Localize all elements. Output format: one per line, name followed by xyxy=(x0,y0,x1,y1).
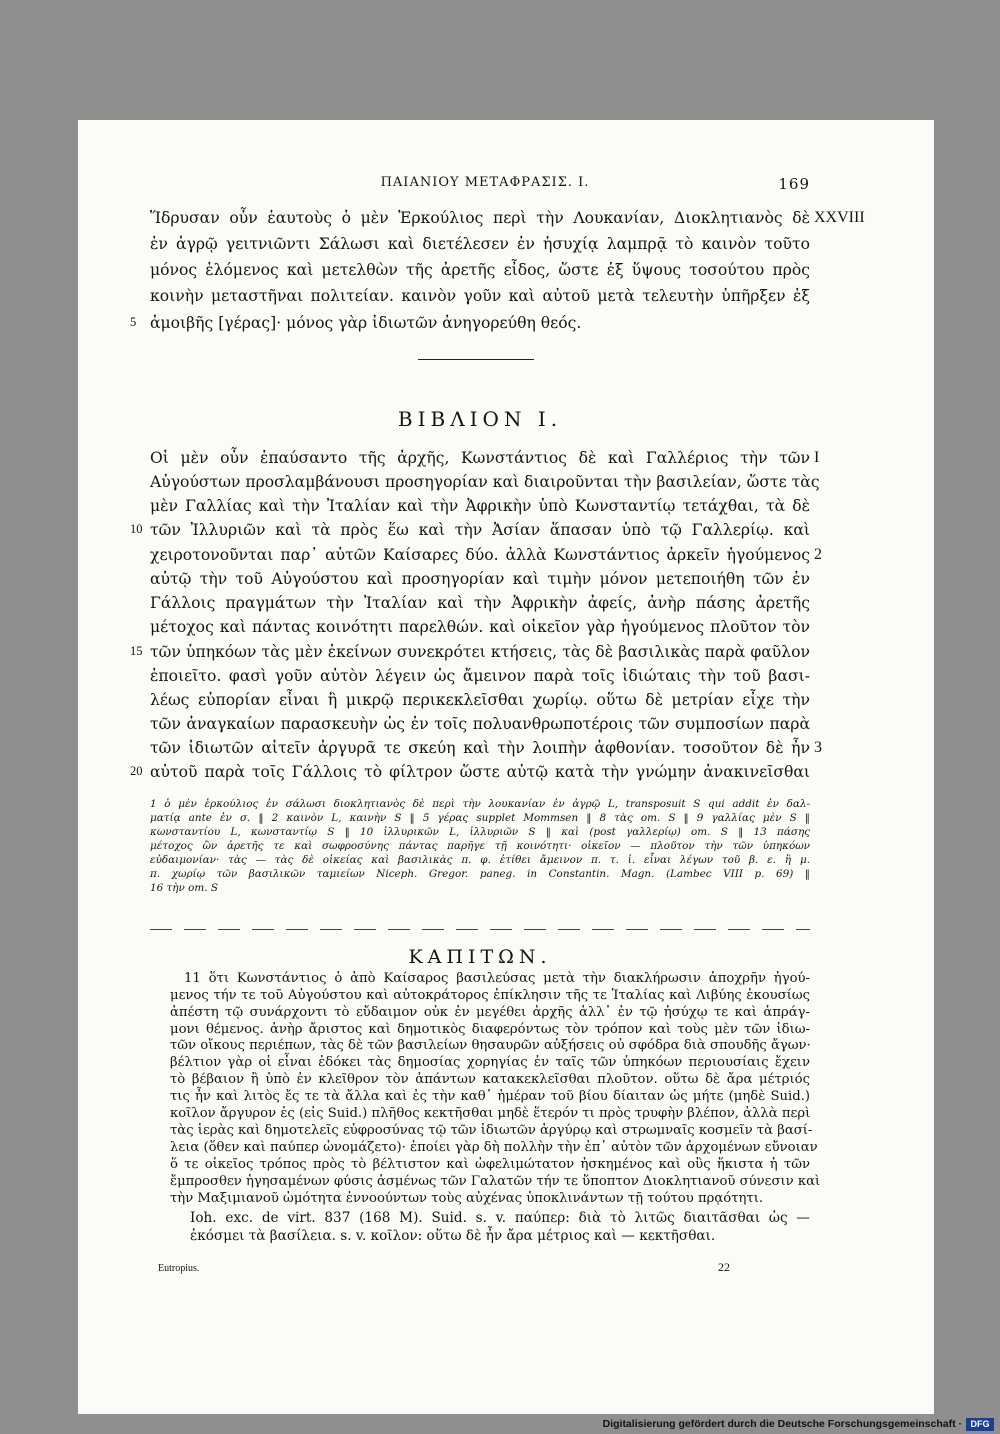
prelude-line: ἀμοιβῆς [γέρας]· μόνος γὰρ ἰδιωτῶν ἀνηγορεύθη θεός. xyxy=(150,314,582,332)
footer-bar xyxy=(0,1416,1000,1434)
body-line: αὐτῷ τὴν τοῦ Αὐγούστου καὶ προσηγορίαν καὶ τιμὴν μόνον μετεποιήθη τῶν ἐν xyxy=(150,570,810,588)
kapiton-line: τις ἦν καὶ λιτὸς ἔς τε τὰ ἄλλα καὶ ἐς τὴν καθ᾿ ἡμέραν τοῦ βίου δίαιταν ὡς μήτε (μηδὲ Suid.) xyxy=(170,1089,810,1104)
page-number: 169 xyxy=(778,175,810,193)
kapiton-line: ἔμπροσθεν ἡγησαμένων φύσις ἀσμένως τῶν Γαλατῶν τήν τε ὕποπτον Διοκλητιανοῦ σύνεσιν καὶ xyxy=(170,1174,821,1189)
body-line: μὲν Γαλλίας καὶ τὴν Ἰταλίαν καὶ τὴν Ἀφρικὴν ὑπὸ Κωνσταντίῳ τετάχθαι, τὰ δὲ xyxy=(150,497,810,515)
body-line: Αὐγούστων προσλαμβάνουσι προσηγορίαν καὶ διαιροῦνται τὴν βασιλείαν, ὥστε τὰς xyxy=(150,473,820,491)
line-number: 5 xyxy=(130,315,137,329)
apparatus-line: κωνσταντίου L, κωνσταντίῳ S ‖ 10 ἰλλυρικῶν L, ἰλλυριῶν S ‖ καὶ (post γαλλερίῳ) om. S ‖ 13 πάσης xyxy=(150,826,810,838)
apparatus-line: 1 ὁ μὲν ἑρκούλιος ἐν σάλωσι διοκλητιανὸς δὲ περὶ τὴν λουκανίαν ἐν ἀγρῷ L, transposuit S qui addit ἐν δαλ- xyxy=(150,798,810,810)
prelude-line: ἐν ἀγρῷ γειτνιῶντι Σάλωσι καὶ διετέλεσεν ἐν ἡσυχίᾳ λαμπρᾷ τὸ καινὸν τοῦτο xyxy=(150,235,810,253)
running-head xyxy=(160,175,810,197)
line-number: 15 xyxy=(130,644,143,658)
margin-note: I xyxy=(814,449,820,466)
signature-number: 22 xyxy=(718,1260,730,1274)
body-line: μέτοχος καὶ πάντας κοινότητι παρελθών. καὶ οἰκεῖον γὰρ ἡγούμενος πλοῦτον τὸν xyxy=(150,618,810,636)
body-line: αὐτοῦ παρὰ τοῖς Γάλλοις τὸ φίλτρον ὥστε αὐτῷ κατὰ τὴν γνώμην ἀνακινεῖσθαι xyxy=(150,763,810,781)
source-line: ἐκόσμει τὰ βασίλεια. s. v. κοῖλον: οὕτω δὲ ἦν ἄρα μέτριος καὶ — κεκτῆσθαι. xyxy=(190,1228,716,1244)
prelude-line: μόνος ἑλόμενος καὶ μετελθὼν τῆς ἀρετῆς εἶδος, ὥστε ἐξ ὕψους τοσούτου πρὸς xyxy=(150,261,810,279)
kapiton-line: μενος τήν τε τοῦ Αὐγούστου καὶ αὐτοκράτορος ἐπίκλησιν τῆς τε Ἰταλίας καὶ Λιβύης ἑκουσίως xyxy=(170,988,810,1003)
body-line: τῶν ἀναγκαίων παρασκευὴν ὡς ἐν τοῖς πολυανθρωποτέροις τῶν συμποσίων παρὰ xyxy=(150,715,810,733)
body-line: Γάλλοις πραγμάτων τὴν Ἰταλίαν καὶ τὴν Ἀφρικὴν ἀφείς, ἀνὴρ πάσης ἀρετῆς xyxy=(150,594,810,612)
kapiton-line: τὰς ἱερὰς καὶ δημοτελεῖς εὐφροσύνας τῷ τῶν ἰδιωτῶν ἀργύρῳ καὶ στρωμναῖς κοσμεῖν τὰ βασί- xyxy=(170,1123,813,1138)
body-line: τῶν ἰδιωτῶν αἰτεῖν ἀργυρᾶ τε σκεύη καὶ τὴν λοιπὴν ἀφθονίαν. τοσοῦτον δὲ ἦν xyxy=(150,739,810,757)
kapiton-line: ὅ τε οἰκεῖος τρόπος πρὸς τὸ βέλτιστον καὶ ὠφελιμώτατον ἠσκημένος καὶ οὓς ἥκιστα ἡ τῶν xyxy=(170,1157,810,1172)
kapiton-line: λεια (ὅθεν καὶ παύπερ ὠνομάζετο)· ἐποίει γὰρ δὴ πολλὴν τὴν ἐπ᾿ αὐτὸν τῶν ἀρχομένων εὔνοιαν xyxy=(170,1140,818,1155)
line-number: 10 xyxy=(130,522,143,536)
kapiton-line: τῶν οἴκους περιέπων, τὰς δὲ τῶν βασιλείων θησαυρῶν αὐξήσεις οὐ σφόδρα διὰ σπουδῆς ἄγων· xyxy=(170,1038,811,1053)
kapiton-line: ἀπέστη τῷ συνάρχοντι τὸ εὔδαιμον οὐκ ἐν μεγέθει ἀρχῆς ἀλλ᾿ ἐν τῷ ἡσύχῳ τε καὶ ἀπράγ- xyxy=(170,1005,810,1020)
prelude-line: Ἵδρυσαν οὖν ἑαυτοὺς ὁ μὲν Ἑρκούλιος περὶ τὴν Λουκανίαν, Διοκλητιανὸς δὲ xyxy=(150,209,810,227)
kapiton-line: βέλτιον γὰρ οἱ εἶναι ἐδόκει τὰς δημοσίας χορηγίας ἐν ταῖς τῶν ὑπηκόων περιουσίαις ἔχειν xyxy=(170,1055,810,1070)
body-line: λέως εὐπορίαν εἶναι ἢ μικρῷ περικεκλεῖσθαι χωρίῳ. οὕτω δὲ μετρίαν εἶχε τὴν xyxy=(150,691,810,709)
body-line: ἐποιεῖτο. φασὶ γοῦν αὐτὸν λέγειν ὡς ἄμεινον παρὰ τοῖς ἰδιώταις τὴν τοῦ βασι- xyxy=(150,667,810,685)
dfg-logo-icon: DFG xyxy=(966,1418,994,1431)
body-line: Οἱ μὲν οὖν ἐπαύσαντο τῆς ἀρχῆς, Κωνστάντιος δὲ καὶ Γαλλέριος τὴν τῶν xyxy=(150,449,810,467)
kapiton-line: κοῖλον ἄργυρον ἐς (εἰς Suid.) πλῆθος κεκτῆσθαι μηδὲ ἕτερόν τι πρὸς τρυφὴν βλέπον, ἀλλὰ περὶ xyxy=(170,1106,811,1121)
dashed-divider xyxy=(150,929,810,930)
body-line: τῶν Ἰλλυριῶν καὶ τὰ πρὸς ἕω καὶ τὴν Ἀσίαν ἅπασαν ὑπὸ τῷ Γαλλερίῳ. καὶ xyxy=(150,521,810,539)
margin-note: 2 xyxy=(814,546,822,563)
margin-note: 3 xyxy=(814,739,822,756)
section-rule xyxy=(418,359,534,360)
apparatus-line: π. χωρίῳ τῶν βασιλικῶν ταμιείων Niceph. Gregor. paneg. in Constantin. Magn. (Lambec VIII p. 69) ‖ xyxy=(150,868,810,880)
kapiton-line: τὴν Μαξιμιανοῦ ὠμότητα ἐννοούντων τοὺς αὐχένας ὑποκλινάντων τῇ τούτου πρᾳότητι. xyxy=(170,1191,764,1206)
kapiton-line: 11 ὅτι Κωνστάντιος ὁ ἀπὸ Καίσαρος βασιλεύσας μετὰ τὴν διακλήρωσιν ἀποχρῆν ἡγού- xyxy=(184,971,810,986)
apparatus-line: εὐδαιμονίαν· τὰς — τὰς δὲ οἰκείας καὶ βασιλικὰς π. φ. ἐτίθει ἄμεινον π. τ. ἰ. εἶναι λέγων τοῦ β. ε. ἢ μ. xyxy=(150,854,810,866)
running-head-title: ΠΑΙΑΝΙΟΥ ΜΕΤΑΦΡΑΣΙΣ. Ι. xyxy=(380,175,590,190)
kapiton-line: τὸ βέβαιον ἢ ὑπὸ ἐν κλεῖθρον τὸν ἁπάντων κατακεκλεῖσθαι πλοῦτον. οὕτω δὲ ἄρα μέτριός xyxy=(170,1072,810,1087)
margin-note: XXVIII xyxy=(814,209,865,226)
body-line: χειροτονοῦνται παρ᾿ αὐτῶν Καίσαρες δύο. ἀλλὰ Κωνστάντιος ἀρκεῖν ἡγούμενος xyxy=(150,546,810,564)
signature-mark: Eutropius. xyxy=(158,1263,200,1274)
apparatus-line: μέτοχος ὢν ἀρετῆς τε καὶ σωφροσύνης πάντας παρῆγε τῇ κοινότητι· οἰκεῖον — πλοῦτον τὴν τῶν ὑπηκόων xyxy=(150,840,810,852)
prelude-line: κοινὴν μεταστῆναι πολιτείαν. καινὸν γοῦν καὶ αὐτοῦ μετὰ τελευτὴν ὑπῆρξεν ἐξ xyxy=(150,287,810,305)
source-line: Ioh. exc. de virt. 837 (168 M). Suid. s. v. παύπερ: διὰ τὸ λιτῶς διαιτᾶσθαι ὡς — xyxy=(190,1210,810,1226)
kapiton-heading: ΚΑΠΙΤΩΝ. xyxy=(408,946,552,968)
funding-credit: Digitalisierung gefördert durch die Deutsche Forschungsgemeinschaft · xyxy=(602,1418,962,1430)
line-number: 20 xyxy=(130,764,143,778)
kapiton-line: μονι θέμενος. ἀνὴρ ἄριστος καὶ δημοτικὸς διαφερόντως τὸν τρόπον καὶ τοὺς μὲν τῶν ἰδιω- xyxy=(170,1022,810,1037)
body-line: τῶν ὑπηκόων τὰς μὲν ἐκείνων συνεκρότει κτήσεις, τὰς δὲ βασιλικὰς παρὰ φαῦλον xyxy=(150,643,810,661)
apparatus-line: ματίᾳ ante ἐν σ. ‖ 2 καινὸν L, καινὴν S ‖ 5 γέρας supplet Mommsen ‖ 8 τὰς om. S ‖ 9 γαλλίας μὲν S ‖ xyxy=(150,812,810,824)
apparatus-line: 16 τὴν om. S xyxy=(150,882,218,894)
book-heading: ΒΙΒΛΙΟΝ Ι. xyxy=(397,407,563,431)
